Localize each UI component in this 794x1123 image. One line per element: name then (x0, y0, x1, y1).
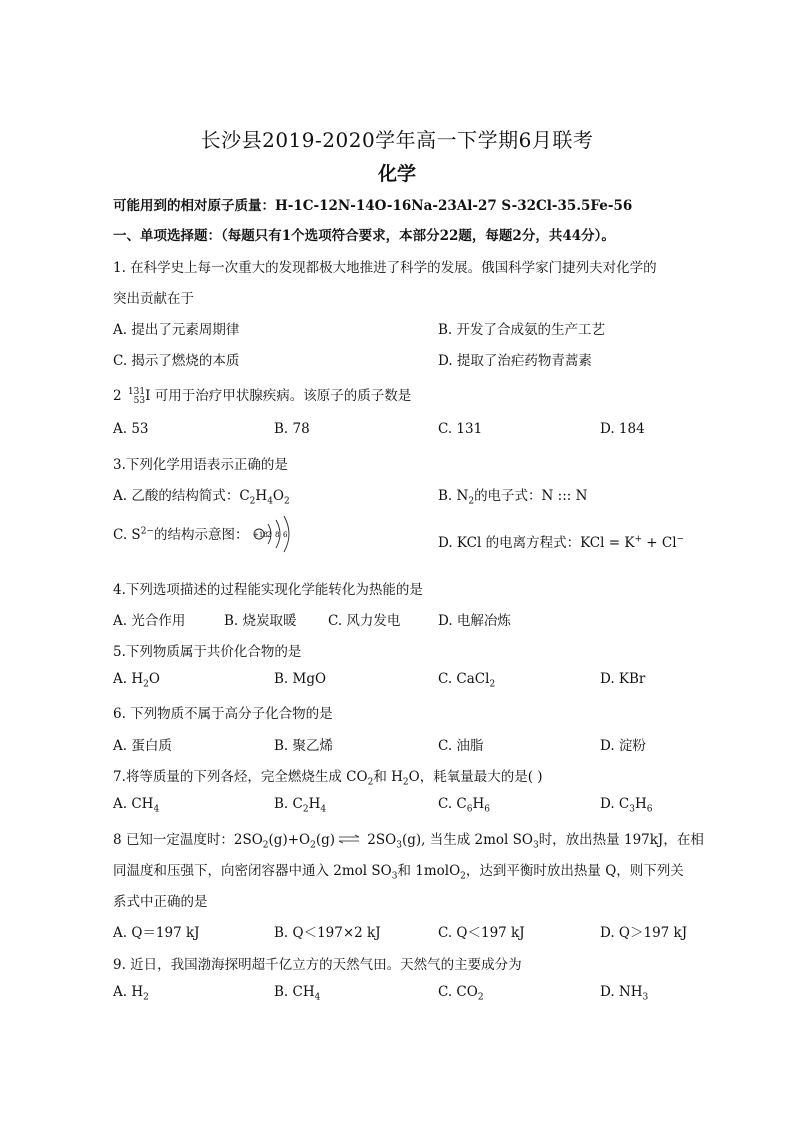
q1-option-d[interactable]: D. 提取了治疟药物青蒿素 (438, 353, 592, 369)
q7-option-c[interactable] (438, 796, 490, 815)
q2-atomic-number: 53 (133, 395, 146, 406)
q2-symbol: I (145, 388, 151, 404)
q9-a-text: A. H (113, 984, 144, 1000)
q3-a-o: O (272, 488, 284, 504)
q3-c-text: C. S (113, 527, 141, 543)
q9-option-d[interactable] (600, 984, 648, 1003)
q6-option-c[interactable]: C. 油脂 (438, 738, 484, 754)
q9-d-text: D. NH (600, 984, 643, 1000)
q3-option-c[interactable] (113, 523, 248, 543)
q8-option-a[interactable]: A. Q＝197 kJ (113, 925, 200, 941)
sulfide-ion-structure-diagram (250, 513, 298, 555)
q6-stem: 6. 下列物质不属于高分子化合物的是 (113, 706, 333, 722)
subject-title: 化学 (377, 163, 416, 185)
q5-option-c[interactable] (438, 671, 495, 690)
q3-d-sup1: + (634, 534, 642, 545)
q3-c-rest: 的结构示意图： (153, 527, 249, 543)
q5-a-text: A. H (113, 671, 144, 687)
q7-a-text: A. CH (113, 796, 154, 812)
q9-a-sub: 2 (143, 992, 149, 1003)
q8-l2-c: ，达到平衡时放出热量 Q，则下列关 (465, 863, 684, 879)
q4-stem: 4.下列选项描述的过程能实现化学能转化为热能的是 (113, 582, 423, 598)
section-title: 一、单项选择题：（每题只有1个选项符合要求，本部分22题，每题2分，共44分）。 (113, 228, 615, 244)
q8-l1-s2: 2 (310, 840, 316, 851)
q9-option-a[interactable] (113, 984, 149, 1003)
q3-a-text: A. 乙酸的结构简式：C (113, 488, 250, 504)
q3-b-sub: 2 (468, 496, 475, 507)
q8-l1-f: 时，放出热量 197kJ，在相 (538, 832, 704, 848)
q5-option-a[interactable] (113, 671, 160, 690)
q7-b-mid: H (308, 796, 321, 812)
q5-c-sub: 2 (489, 679, 496, 690)
q8-option-b[interactable]: B. Q＜197×2 kJ (274, 925, 381, 941)
q9-c-text: C. CO (438, 984, 478, 1000)
q3-option-b[interactable] (438, 484, 587, 507)
q2-option-a[interactable]: A. 53 (113, 421, 149, 437)
q1-stem-line2: 突出贡献在于 (113, 291, 194, 307)
q8-l2-s1: 3 (391, 871, 398, 882)
q7-stem-sub2: 2 (402, 777, 409, 788)
page-title: 长沙县2019-2020学年高一下学期6月联考 (200, 128, 594, 152)
q6-option-a[interactable]: A. 蛋白质 (113, 738, 172, 754)
q8-l2-s2: 2 (460, 871, 466, 882)
q8-l2-a: 同温度和压强下，向密闭容器中通入 2mol SO (113, 863, 392, 879)
q2-option-c[interactable]: C. 131 (438, 421, 483, 437)
q3-d-sup2: − (676, 534, 685, 545)
q7-a-sub: 4 (153, 804, 160, 815)
q8-l1-d: 2SO (363, 832, 397, 848)
q5-c-text: C. CaCl (438, 671, 490, 687)
q9-b-sub: 4 (314, 992, 321, 1003)
q8-l2-b: 和 1molO (397, 863, 461, 879)
q7-c-sub1: 6 (466, 804, 473, 815)
q8-l1-b: (g)+O (268, 832, 311, 848)
q8-stem-line1 (113, 828, 704, 851)
q7-stem-a: 7.将等质量的下列各烃，完全燃烧生成 CO (113, 769, 368, 785)
q6-option-b[interactable]: B. 聚乙烯 (274, 738, 334, 754)
q2-stem (113, 384, 411, 406)
q9-option-c[interactable] (438, 984, 484, 1003)
q4-option-c[interactable]: C. 风力发电 (328, 613, 401, 629)
q7-c-sub2: 6 (484, 804, 491, 815)
q1-stem-line1: 1. 在科学史上每一次重大的发现都极大地推进了科学的发展。俄国科学家门捷列夫对化学的 (113, 260, 657, 276)
q5-a-sub: 2 (143, 679, 149, 690)
q8-l1-c: (g) (315, 832, 336, 848)
q9-b-text: B. CH (274, 984, 315, 1000)
q8-l1-s1: 2 (262, 840, 269, 851)
q5-a-tail: O (148, 671, 160, 687)
reversible-arrow-icon (335, 832, 363, 848)
q4-option-b[interactable]: B. 烧炭取暖 (224, 613, 297, 629)
q8-stem-line2 (113, 859, 684, 882)
q7-option-a[interactable] (113, 796, 159, 815)
q3-c-sup: 2− (140, 526, 154, 537)
q3-a-h: H (255, 488, 268, 504)
q7-b-text: B. C (274, 796, 303, 812)
q7-d-mid: H (635, 796, 647, 812)
q7-stem (113, 765, 543, 788)
q8-l1-s3: 3 (396, 840, 402, 851)
q2-mass-number: 131 (127, 386, 146, 397)
q8-l1-s4: 3 (532, 840, 539, 851)
q7-stem-c: O，耗氧量最大的是( ) (408, 769, 543, 785)
atom-nucleus-label: +18 (253, 531, 268, 539)
q5-option-b[interactable]: B. MgO (274, 671, 327, 687)
q2-option-d[interactable]: D. 184 (600, 421, 645, 437)
q3-d-text: D. KCl 的电离方程式：KCl = K (438, 535, 635, 551)
q5-option-d[interactable]: D. KBr (600, 671, 646, 687)
q1-option-c[interactable]: C. 揭示了燃烧的本质 (113, 353, 240, 369)
q7-b-sub1: 2 (302, 804, 309, 815)
q3-b-text: B. N (438, 488, 469, 504)
q2-option-b[interactable]: B. 78 (274, 421, 310, 437)
q7-b-sub2: 4 (320, 804, 327, 815)
q8-stem-line3: 系式中正确的是 (113, 894, 208, 910)
q1-option-a[interactable]: A. 提出了元素周期律 (113, 322, 240, 338)
q3-d-mid: + Cl (641, 535, 677, 551)
q9-c-sub: 2 (477, 992, 484, 1003)
q3-option-d[interactable] (438, 531, 684, 551)
q8-option-d[interactable]: D. Q＞197 kJ (600, 925, 688, 941)
q7-c-mid: H (472, 796, 485, 812)
q3-option-a[interactable] (113, 484, 290, 507)
q3-a-sub1: 2 (249, 496, 256, 507)
q7-stem-sub1: 2 (367, 777, 374, 788)
q9-option-b[interactable] (274, 984, 320, 1003)
q3-a-sub3: 2 (284, 496, 290, 507)
q7-d-sub2: 6 (646, 804, 653, 815)
q4-option-a[interactable]: A. 光合作用 (113, 613, 186, 629)
q9-d-sub: 3 (642, 992, 649, 1003)
q8-option-c[interactable]: C. Q＜197 kJ (438, 925, 525, 941)
q6-option-d[interactable]: D. 淀粉 (600, 738, 646, 754)
q2-number: 2 (113, 388, 122, 404)
atom-shell-2: 8 (275, 531, 280, 539)
q9-stem: 9. 近日，我国渤海探明超千亿立方的天然气田。天然气的主要成分为 (113, 957, 522, 973)
atom-shell-3: 6 (283, 531, 288, 539)
q7-option-b[interactable] (274, 796, 326, 815)
q3-stem: 3.下列化学用语表示正确的是 (113, 457, 288, 473)
q7-d-text: D. C (600, 796, 630, 812)
atom-shell-1: 2 (267, 531, 272, 539)
q7-c-text: C. C (438, 796, 467, 812)
q1-option-b[interactable]: B. 开发了合成氨的生产工艺 (438, 322, 606, 338)
atomic-mass-note: 可能用到的相对原子质量：H-1C-12N-14O-16Na-23Al-27 S-32Cl-35.5Fe-56 (113, 198, 633, 214)
q2-stem-text: 可用于治疗甲状腺疾病。该原子的质子数是 (154, 388, 412, 404)
q8-l1-e: (g), 当生成 2mol SO (401, 832, 533, 848)
q7-d-sub1: 3 (629, 804, 635, 815)
q4-option-d[interactable]: D. 电解冶炼 (438, 613, 511, 629)
q7-option-d[interactable] (600, 796, 653, 815)
q3-b-rest: 的电子式：N ::: N (474, 488, 588, 504)
q3-a-sub2: 4 (267, 496, 273, 507)
q7-stem-b: 和 H (373, 769, 403, 785)
q8-l1-a: 8 已知一定温度时：2SO (113, 832, 263, 848)
q5-stem: 5.下列物质属于共价化合物的是 (113, 644, 302, 660)
